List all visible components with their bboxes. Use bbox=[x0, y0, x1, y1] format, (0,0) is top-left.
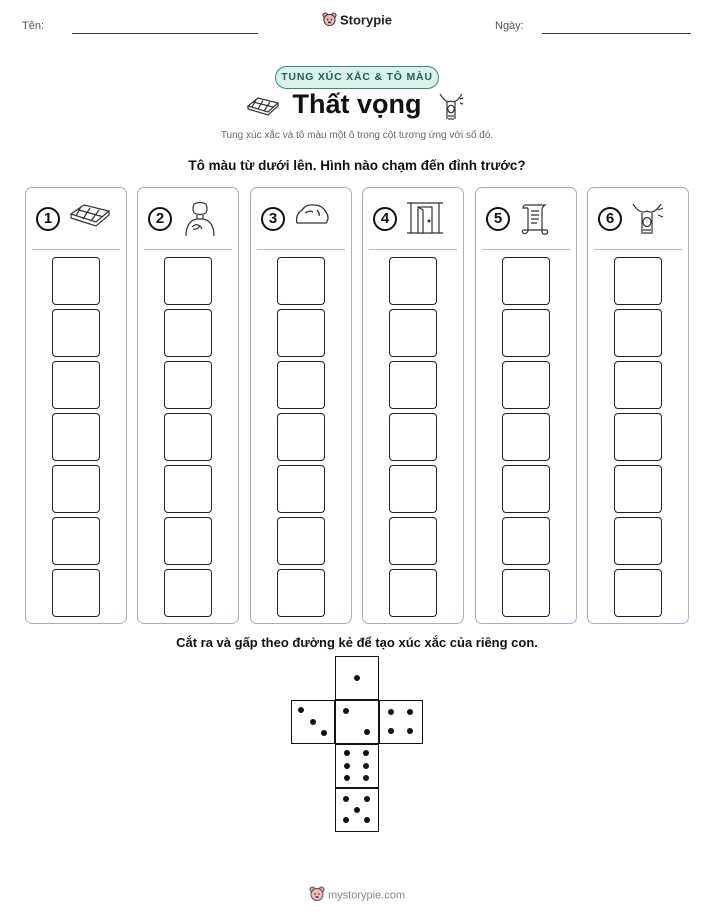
color-box[interactable] bbox=[502, 361, 550, 409]
die-pip bbox=[354, 675, 360, 681]
lump-in-throat-icon bbox=[437, 92, 465, 127]
die-pip bbox=[363, 775, 369, 781]
color-box[interactable] bbox=[164, 309, 212, 357]
die-face-3 bbox=[291, 700, 335, 744]
date-line bbox=[542, 33, 691, 34]
color-box[interactable] bbox=[614, 569, 662, 617]
column-5 bbox=[475, 187, 577, 624]
dice-instruction: Cắt ra và gấp theo đường kẻ để tạo xúc xắc của riêng con. bbox=[176, 635, 538, 650]
die-pip bbox=[343, 817, 349, 823]
die-pip bbox=[407, 709, 413, 715]
column-divider bbox=[32, 249, 120, 250]
color-box[interactable] bbox=[277, 413, 325, 461]
color-box[interactable] bbox=[52, 569, 100, 617]
color-box[interactable] bbox=[502, 309, 550, 357]
column-number: 2 bbox=[148, 207, 172, 231]
column-number: 6 bbox=[598, 207, 622, 231]
color-box[interactable] bbox=[389, 569, 437, 617]
color-box[interactable] bbox=[52, 361, 100, 409]
color-box[interactable] bbox=[164, 465, 212, 513]
die-pip bbox=[364, 817, 370, 823]
name-label: Tên: bbox=[22, 20, 45, 32]
die-pip bbox=[364, 729, 370, 735]
color-box[interactable] bbox=[389, 309, 437, 357]
color-box[interactable] bbox=[614, 257, 662, 305]
color-box[interactable] bbox=[164, 569, 212, 617]
die-pip bbox=[298, 707, 304, 713]
color-box[interactable] bbox=[164, 413, 212, 461]
color-box[interactable] bbox=[389, 517, 437, 565]
color-box[interactable] bbox=[277, 569, 325, 617]
color-box[interactable] bbox=[502, 465, 550, 513]
color-box[interactable] bbox=[502, 517, 550, 565]
color-box[interactable] bbox=[389, 465, 437, 513]
page-title: Thất vọng bbox=[292, 89, 422, 119]
brand-logo bbox=[0, 12, 714, 30]
color-box[interactable] bbox=[52, 517, 100, 565]
column-divider bbox=[482, 249, 570, 250]
color-box[interactable] bbox=[277, 309, 325, 357]
door-icon bbox=[405, 201, 445, 240]
column-number: 1 bbox=[36, 207, 60, 231]
footer-site: mystorypie.com bbox=[327, 889, 406, 902]
color-box[interactable] bbox=[52, 413, 100, 461]
blanket-icon bbox=[68, 201, 112, 234]
bear-icon bbox=[322, 12, 337, 30]
column-4 bbox=[362, 187, 464, 624]
color-box[interactable] bbox=[164, 517, 212, 565]
brand-name: Storypie bbox=[339, 12, 392, 28]
column-number: 5 bbox=[486, 207, 510, 231]
color-box[interactable] bbox=[277, 517, 325, 565]
column-2 bbox=[137, 187, 239, 624]
column-number: 3 bbox=[261, 207, 285, 231]
die-pip bbox=[343, 708, 349, 714]
color-box[interactable] bbox=[389, 413, 437, 461]
column-divider bbox=[257, 249, 345, 250]
die-pip bbox=[363, 763, 369, 769]
color-box[interactable] bbox=[614, 465, 662, 513]
column-divider bbox=[144, 249, 232, 250]
color-box[interactable] bbox=[164, 257, 212, 305]
column-1 bbox=[25, 187, 127, 624]
color-box[interactable] bbox=[52, 309, 100, 357]
die-face-4 bbox=[379, 700, 423, 744]
subtitle: Tung xúc xắc và tô màu một ô trong cột tương ứng với số đó. bbox=[220, 130, 494, 141]
footer bbox=[0, 886, 714, 905]
column-number: 4 bbox=[373, 207, 397, 231]
column-6 bbox=[587, 187, 689, 624]
die-pip bbox=[344, 775, 350, 781]
color-box[interactable] bbox=[502, 413, 550, 461]
color-box[interactable] bbox=[614, 309, 662, 357]
column-divider bbox=[369, 249, 457, 250]
die-pip bbox=[343, 796, 349, 802]
color-box[interactable] bbox=[389, 257, 437, 305]
name-line bbox=[72, 33, 258, 34]
die-face-6 bbox=[335, 744, 379, 788]
die-pip bbox=[310, 719, 316, 725]
die-pip bbox=[364, 796, 370, 802]
die-pip bbox=[363, 750, 369, 756]
color-box[interactable] bbox=[502, 569, 550, 617]
scroll-icon bbox=[518, 201, 552, 242]
date-label: Ngày: bbox=[495, 20, 524, 32]
color-box[interactable] bbox=[614, 413, 662, 461]
column-divider bbox=[594, 249, 682, 250]
color-box[interactable] bbox=[389, 361, 437, 409]
die-pip bbox=[344, 763, 350, 769]
die-pip bbox=[407, 728, 413, 734]
color-box[interactable] bbox=[52, 465, 100, 513]
die-face-1 bbox=[335, 656, 379, 700]
rock-icon bbox=[293, 201, 331, 232]
upset-person-icon bbox=[180, 201, 220, 242]
die-pip bbox=[388, 728, 394, 734]
color-box[interactable] bbox=[277, 361, 325, 409]
color-box[interactable] bbox=[277, 465, 325, 513]
die-face-2 bbox=[335, 700, 379, 744]
color-box[interactable] bbox=[277, 257, 325, 305]
die-pip bbox=[321, 730, 327, 736]
lump-in-throat-icon bbox=[630, 201, 666, 242]
color-box[interactable] bbox=[502, 257, 550, 305]
color-box[interactable] bbox=[614, 361, 662, 409]
color-box[interactable] bbox=[614, 517, 662, 565]
coloring-instruction: Tô màu từ dưới lên. Hình nào chạm đến đỉnh trước? bbox=[188, 158, 526, 173]
color-box[interactable] bbox=[164, 361, 212, 409]
activity-tag: TUNG XÚC XẮC & TÔ MÀU bbox=[275, 66, 439, 89]
die-face-5 bbox=[335, 788, 379, 832]
color-box[interactable] bbox=[52, 257, 100, 305]
die-pip bbox=[354, 807, 360, 813]
bear-icon bbox=[309, 886, 325, 905]
die-pip bbox=[388, 709, 394, 715]
column-3 bbox=[250, 187, 352, 624]
die-pip bbox=[344, 750, 350, 756]
